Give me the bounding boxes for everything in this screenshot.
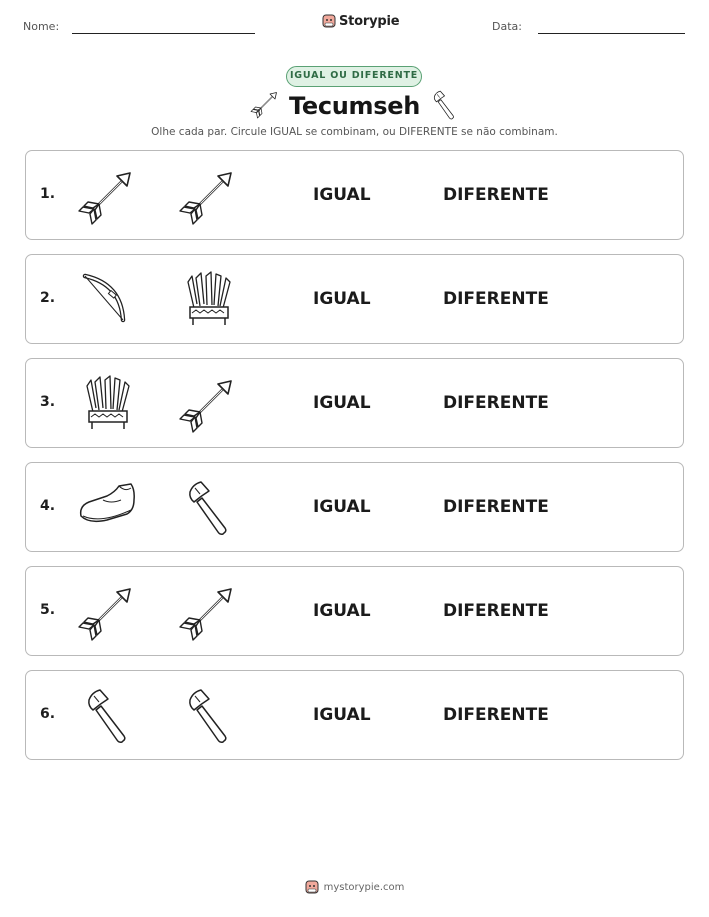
name-field[interactable]	[72, 33, 255, 34]
exercise-row	[25, 150, 684, 240]
exercise-row	[25, 566, 684, 656]
different-option[interactable]: DIFERENTE	[443, 289, 549, 309]
axe-icon	[178, 686, 238, 746]
axe-icon	[77, 686, 137, 746]
arrow-icon	[178, 374, 238, 434]
same-option[interactable]: IGUAL	[313, 289, 371, 309]
different-option[interactable]: DIFERENTE	[443, 497, 549, 517]
different-option[interactable]: DIFERENTE	[443, 185, 549, 205]
exercise-row	[25, 254, 684, 344]
exercise-number: 5.	[40, 602, 56, 618]
exercise-number: 3.	[40, 394, 56, 410]
storypie-mascot-icon	[305, 879, 319, 895]
worksheet-type-badge: IGUAL OU DIFERENTE	[286, 66, 422, 87]
headdress-icon	[178, 270, 238, 330]
storypie-mascot-icon	[322, 13, 336, 29]
same-option[interactable]: IGUAL	[313, 601, 371, 621]
exercise-number: 6.	[40, 706, 56, 722]
axe-icon	[428, 89, 460, 121]
date-label: Data:	[492, 20, 522, 33]
date-field[interactable]	[538, 33, 685, 34]
bow-icon	[77, 270, 137, 330]
exercise-row	[25, 358, 684, 448]
exercise-number: 4.	[40, 498, 56, 514]
arrow-icon	[178, 166, 238, 226]
instructions: Olhe cada par. Circule IGUAL se combinam, ou DIFERENTE se não combinam.	[151, 126, 558, 138]
same-option[interactable]: IGUAL	[313, 393, 371, 413]
moccasin-icon	[77, 478, 137, 538]
footer	[0, 879, 709, 895]
storypie-logo	[322, 13, 399, 29]
axe-icon	[178, 478, 238, 538]
same-option[interactable]: IGUAL	[313, 185, 371, 205]
different-option[interactable]: DIFERENTE	[443, 601, 549, 621]
footer-url: mystorypie.com	[323, 881, 405, 893]
headdress-icon	[77, 374, 137, 434]
arrow-icon	[77, 582, 137, 642]
exercise-number: 2.	[40, 290, 56, 306]
exercise-row	[25, 462, 684, 552]
brand-name: Storypie	[339, 13, 400, 29]
page-title: Tecumseh	[288, 92, 421, 120]
exercise-row	[25, 670, 684, 760]
different-option[interactable]: DIFERENTE	[443, 393, 549, 413]
exercise-number: 1.	[40, 186, 56, 202]
worksheet-header	[0, 0, 709, 50]
name-label: Nome:	[23, 20, 60, 33]
different-option[interactable]: DIFERENTE	[443, 705, 549, 725]
arrow-icon	[77, 166, 137, 226]
same-option[interactable]: IGUAL	[313, 705, 371, 725]
same-option[interactable]: IGUAL	[313, 497, 371, 517]
arrow-icon	[178, 582, 238, 642]
